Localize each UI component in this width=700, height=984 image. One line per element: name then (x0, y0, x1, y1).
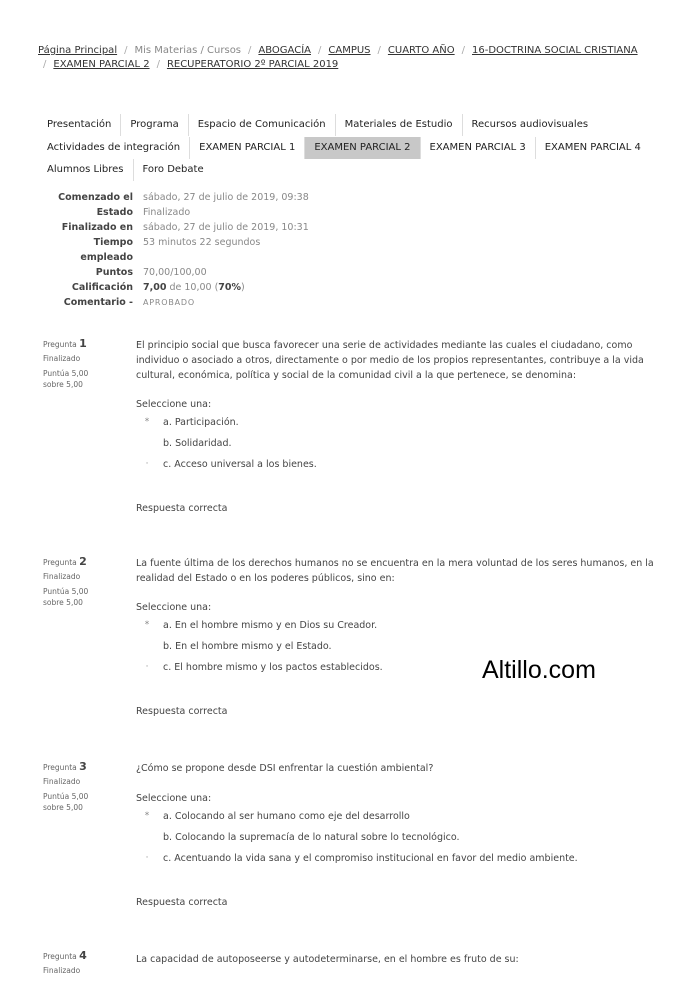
dot-icon: · (145, 459, 149, 469)
feedback: Respuesta correcta (136, 706, 228, 717)
dot-icon: · (145, 853, 149, 863)
finished-value: sábado, 27 de julio de 2019, 10:31 (143, 222, 309, 233)
answer-option-a[interactable]: * a. Participación. (136, 412, 661, 433)
select-prompt: Seleccione una: (136, 793, 212, 804)
breadcrumb-cuarto-ano-link[interactable]: CUARTO AÑO (387, 45, 455, 56)
answer-option-c[interactable]: · c. El hombre mismo y los pactos establecidos. (136, 657, 661, 678)
breadcrumb-recuperatorio-link[interactable]: RECUPERATORIO 2º PARCIAL 2019 (166, 59, 339, 70)
question-info: Pregunta 1 Finalizado Puntúa 5,00 sobre 5,00 (43, 337, 89, 389)
grade-label: Calificación (71, 282, 133, 293)
tab-materiales[interactable]: Materiales de Estudio (336, 114, 463, 136)
select-prompt: Seleccione una: (136, 399, 212, 410)
tab-examen-3[interactable]: EXAMEN PARCIAL 3 (421, 137, 536, 159)
finished-label: Finalizado en (61, 222, 133, 233)
dot-icon: · (145, 662, 149, 672)
question-info: Pregunta 2 Finalizado Puntúa 5,00 sobre 5,00 (43, 555, 89, 607)
answer-option-b[interactable]: b. Colocando la supremacía de lo natural sobre lo tecnológico. (163, 832, 460, 843)
tab-programa[interactable]: Programa (121, 114, 188, 136)
feedback: Respuesta correcta (136, 897, 228, 908)
answer-option-a[interactable]: * a. Colocando al ser humano como eje del desarrollo (136, 806, 661, 827)
answer-option-c[interactable]: · c. Acentuando la vida sana y el compromiso institucional en favor del medio ambiente. (136, 848, 661, 869)
tab-presentacion[interactable]: Presentación (38, 114, 121, 136)
time-label: Tiempo empleado (80, 237, 133, 263)
points-value: 70,00/100,00 (143, 267, 207, 278)
tab-alumnos-libres[interactable]: Alumnos Libres (38, 159, 134, 181)
state-label: Estado (96, 207, 133, 218)
attempt-summary (38, 190, 443, 310)
feedback: Respuesta correcta (136, 503, 228, 514)
time-value: 53 minutos 22 segundos (143, 237, 261, 248)
breadcrumb-abogacia-link[interactable]: ABOGACÍA (258, 45, 311, 56)
question-text: El principio social que busca favorecer una serie de actividades mediante las cuales el ciudadano, como individuo o asociado a otros, directamente o por medio de los propios representantes, contribuye a la vida cultural, económica, política y social de la comunidad civil a la que pertenece, se denomina: (136, 340, 644, 381)
breadcrumb-home-link[interactable]: Página Principal (38, 45, 118, 56)
selected-answer-icon: * (144, 811, 150, 821)
answer-option-b[interactable]: b. En el hombre mismo y el Estado. (163, 641, 332, 652)
breadcrumb-campus-link[interactable]: CAMPUS (328, 45, 371, 56)
tab-espacio-comunicacion[interactable]: Espacio de Comunicación (189, 114, 336, 136)
tab-examen-4[interactable]: EXAMEN PARCIAL 4 (544, 141, 641, 153)
answer-option-b[interactable]: b. Solidaridad. (163, 438, 232, 449)
comment-value: APROBADO (143, 298, 195, 307)
breadcrumb: Página Principal / Mis Materias / Cursos / ABOGACÍA / CAMPUS / CUARTO AÑO / 16-DOCTRINA SOCIAL CRISTIANA / EXAMEN PARCIAL 2 / RECUPERATORIO 2º PARCIAL 2019 (38, 45, 638, 70)
select-prompt: Seleccione una: (136, 602, 212, 613)
tab-actividades[interactable]: Actividades de integración (38, 137, 190, 159)
tab-examen-2[interactable]: EXAMEN PARCIAL 2 (305, 137, 420, 159)
breadcrumb-my-courses: Mis Materias / Cursos (134, 45, 242, 56)
selected-answer-icon: * (144, 620, 150, 630)
question-text: La fuente última de los derechos humanos no se encuentra en la mera voluntad de los seres humanos, en la realidad del Estado o en los poderes públicos, sino en: (136, 558, 654, 584)
question-text: La capacidad de autoposeerse y autodeterminarse, en el hombre es fruto de su: (136, 954, 519, 965)
tab-examen-1[interactable]: EXAMEN PARCIAL 1 (190, 137, 305, 159)
selected-answer-icon: * (144, 417, 150, 427)
points-label: Puntos (95, 267, 133, 278)
course-tabs (38, 114, 678, 182)
answer-option-c[interactable]: · c. Acceso universal a los bienes. (136, 454, 661, 475)
started-value: sábado, 27 de julio de 2019, 09:38 (143, 192, 309, 203)
comment-label: Comentario - (63, 297, 133, 308)
answer-option-a[interactable]: * a. En el hombre mismo y en Dios su Creador. (136, 615, 661, 636)
tab-foro-debate[interactable]: Foro Debate (142, 164, 204, 176)
question-info: Pregunta 3 Finalizado Puntúa 5,00 sobre 5,00 (43, 760, 89, 812)
state-value: Finalizado (143, 207, 191, 218)
watermark-logo: Altillo.com (482, 656, 596, 684)
grade-value: 7,00 de 10,00 (70%) (143, 282, 245, 293)
question-text: ¿Cómo se propone desde DSI enfrentar la cuestión ambiental? (136, 763, 434, 774)
question-info: Pregunta 4 Finalizado (43, 949, 87, 975)
started-label: Comenzado el (58, 192, 133, 203)
tab-recursos[interactable]: Recursos audiovisuales (471, 119, 589, 130)
breadcrumb-exam-link[interactable]: EXAMEN PARCIAL 2 (53, 59, 150, 70)
breadcrumb-course-link[interactable]: 16-DOCTRINA SOCIAL CRISTIANA (472, 45, 638, 56)
